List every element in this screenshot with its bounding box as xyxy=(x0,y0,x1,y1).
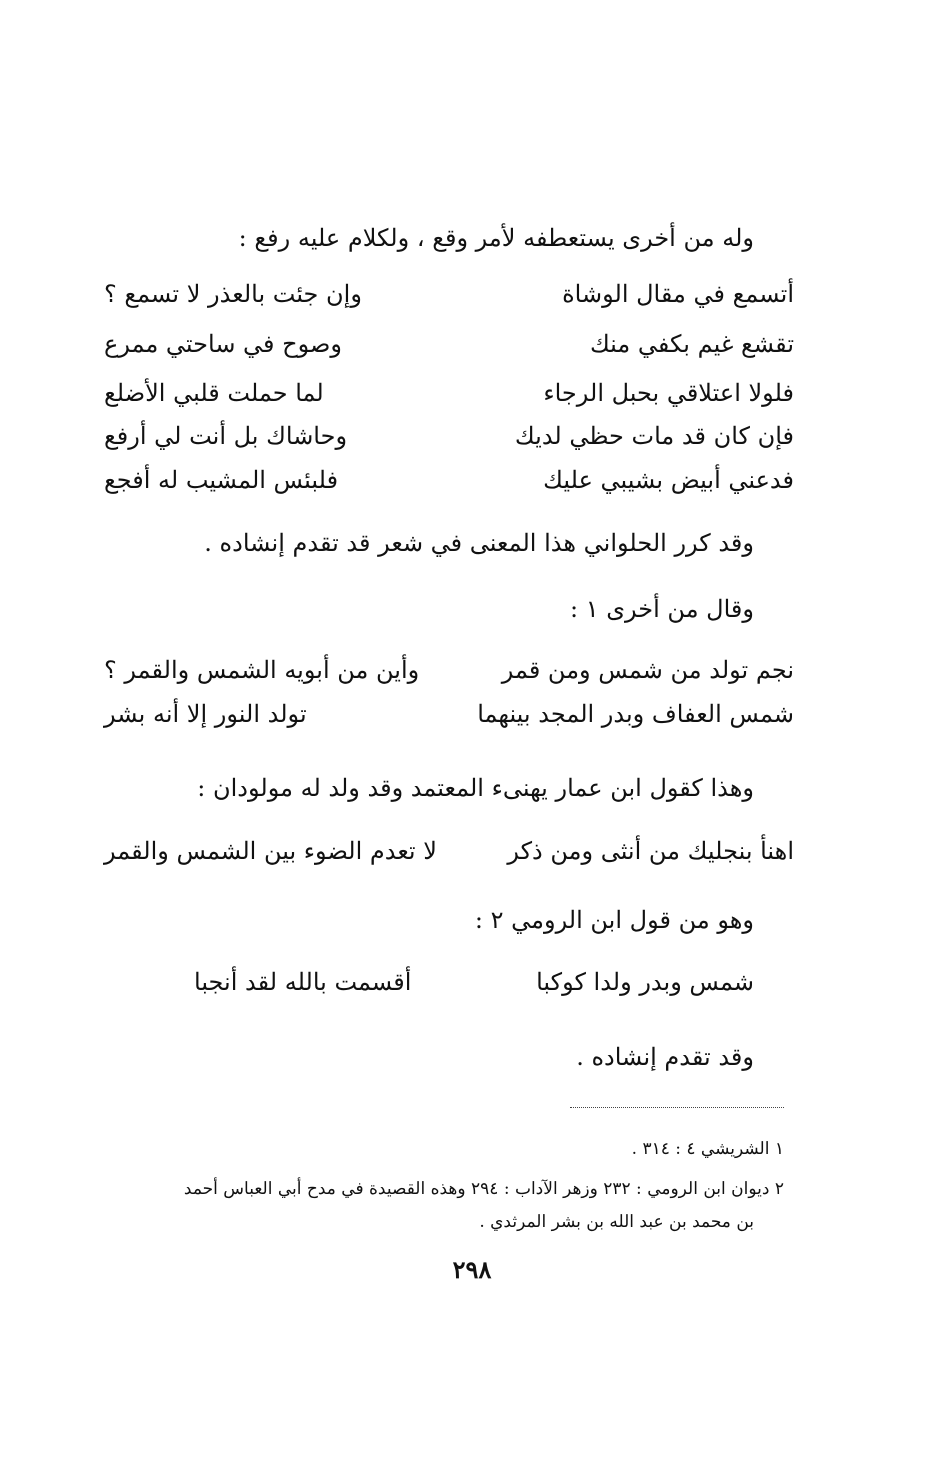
note-line-2: وقد تقدم إنشاده . xyxy=(576,1043,754,1071)
footnote-1: ١ الشريشي ٤ : ٣١٤ . xyxy=(631,1139,784,1159)
verse-first-hemistich: نجم تولد من شمس ومن قمر xyxy=(501,656,794,684)
verse-first-hemistich: أتسمع في مقال الوشاة xyxy=(562,280,794,308)
verse-second-hemistich: لا تعدم الضوء بين الشمس والقمر xyxy=(104,837,437,865)
poem-1-verse-3 xyxy=(104,375,794,415)
poem-3-verse-1 xyxy=(104,833,794,873)
verse-second-hemistich: وأين من أبويه الشمس والقمر ؟ xyxy=(104,656,420,684)
poem-2-verse-1 xyxy=(104,652,794,692)
intro-line-1: وله من أخرى يستعطفه لأمر وقع ، ولكلام عليه رفع : xyxy=(238,224,754,252)
page-number: ٢٩٨ xyxy=(452,1255,492,1284)
verse-first-hemistich: فدعني أبيض بشيبي عليك xyxy=(543,466,794,494)
intro-line-4: وهو من قول ابن الرومي ٢ : xyxy=(474,906,754,934)
verse-second-hemistich: وحاشاك بل أنت لي أرفع xyxy=(104,422,348,450)
verse-second-hemistich: وإن جئت بالعذر لا تسمع ؟ xyxy=(104,280,362,308)
poem-2-verse-2 xyxy=(104,696,794,736)
verse-first-hemistich: تقشع غيم بكفي منك xyxy=(589,330,794,358)
verse-first-hemistich: فلولا اعتلاقي بحبل الرجاء xyxy=(543,379,794,407)
note-line-1: وقد كرر الحلواني هذا المعنى في شعر قد تقدم إنشاده . xyxy=(204,529,754,557)
verse-second-hemistich: أقسمت بالله لقد أنجبا xyxy=(194,968,412,996)
verse-second-hemistich: فلبئس المشيب له أفجع xyxy=(104,466,339,494)
intro-line-2: وقال من أخرى ١ : xyxy=(570,595,754,623)
verse-first-hemistich: اهنأ بنجليك من أنثى ومن ذكر xyxy=(507,837,794,865)
poem-1-verse-2 xyxy=(104,326,794,366)
verse-second-hemistich: تولد النور إلا أنه بشر xyxy=(104,700,307,728)
verse-second-hemistich: وصوح في ساحتي ممرع xyxy=(104,330,343,358)
poem-4-verse-1 xyxy=(194,964,754,1004)
intro-line-3: وهذا كقول ابن عمار يهنىء المعتمد وقد ولد له مولودان : xyxy=(197,774,754,802)
poem-1-verse-4 xyxy=(104,418,794,458)
verse-first-hemistich: فإن كان قد مات حظي لديك xyxy=(514,422,794,450)
poem-1-verse-5 xyxy=(104,462,794,502)
poem-1-verse-1 xyxy=(104,276,794,316)
verse-first-hemistich: شمس العفاف وبدر المجد بينهما xyxy=(477,700,794,728)
footnote-2-continuation: بن محمد بن عبد الله بن بشر المرثدي . xyxy=(479,1212,754,1232)
footnote-separator xyxy=(570,1107,784,1108)
footnote-2: ٢ ديوان ابن الرومي : ٢٣٢ وزهر الآداب : ٢٩٤ وهذه القصيدة في مدح أبي العباس أحمد xyxy=(183,1179,784,1199)
verse-second-hemistich: لما حملت قلبي الأضلع xyxy=(104,379,324,407)
verse-first-hemistich: شمس وبدر ولدا كوكبا xyxy=(536,968,754,996)
